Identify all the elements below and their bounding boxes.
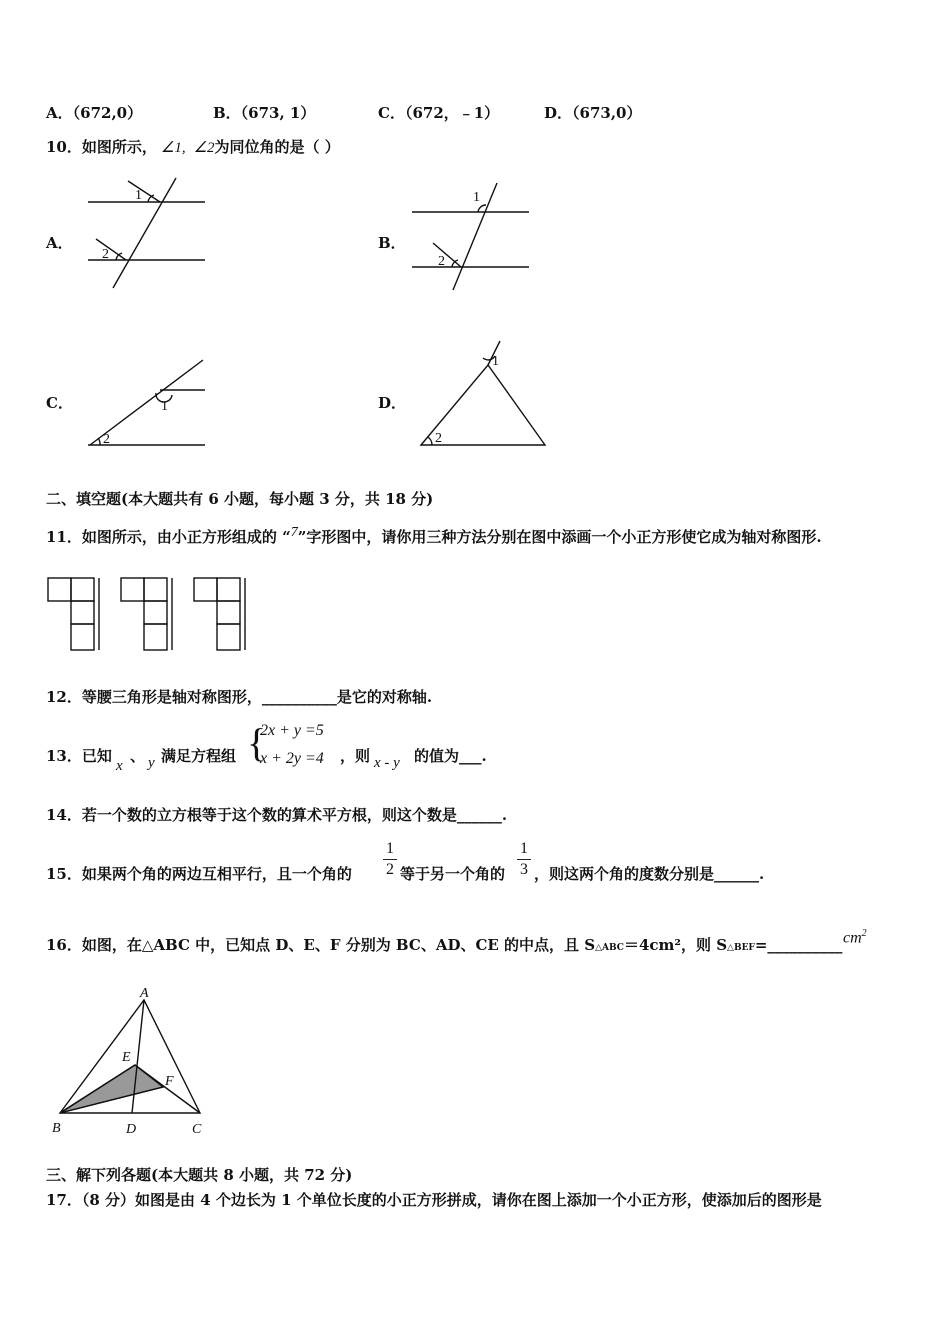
- q13-eq1: 2x + y =5: [260, 722, 324, 739]
- fig-b-label-2: 2: [438, 254, 445, 269]
- q15-prefix: 15．如果两个角的两边互相平行，且一个角的: [46, 865, 352, 883]
- section2-title: 二、填空题(本大题共有 6 小题，每小题 3 分，共 18 分): [46, 490, 434, 508]
- q15-half-den: 2: [386, 861, 394, 878]
- fig-label-e: E: [122, 1050, 131, 1065]
- q9-option-c: C．（672，﹣1）: [378, 104, 500, 122]
- q13-prefix: 13．已知: [46, 747, 112, 765]
- q15-mid: 等于另一个角的: [400, 865, 506, 883]
- q15-third-den: 3: [520, 861, 528, 878]
- fig-d-label-2: 2: [435, 431, 442, 446]
- q16-suffix: =__________: [754, 936, 843, 954]
- q9-option-a: A．（672,0）: [46, 104, 143, 122]
- q9-option-d: D．（673,0）: [544, 104, 642, 122]
- q15-half-num: 1: [386, 840, 394, 857]
- fig-d-label-1: 1: [492, 354, 499, 369]
- fig-a-label-1: 1: [135, 188, 142, 203]
- q13-brace: {: [247, 720, 267, 765]
- q10-stem-prefix: 10．如图所示，: [46, 138, 157, 156]
- fig-b-label-1: 1: [473, 190, 480, 205]
- fig-c-label-1: 1: [161, 399, 168, 414]
- q16-mid: ＝4cm²，则 S: [623, 936, 728, 954]
- q13-then: ，则: [340, 747, 371, 765]
- q13-x: x: [116, 758, 123, 774]
- q10-label-d: D．: [378, 394, 407, 412]
- q15-suffix: ，则这两个角的度数分别是______.: [534, 865, 765, 883]
- q16-sub-bef: △BEF: [727, 943, 755, 953]
- fig-label-c: C: [192, 1122, 202, 1137]
- fig-label-d: D: [126, 1122, 137, 1137]
- q10-label-b: B．: [378, 234, 406, 252]
- q10-stem-suffix: 为同位角的是（ ）: [214, 138, 340, 156]
- q11-prefix: 11．如图所示，由小正方形组成的 “: [46, 528, 291, 546]
- q11-seven: 7: [290, 525, 298, 540]
- q16-sub-abc: △ABC: [595, 943, 624, 953]
- fig-label-a: A: [140, 986, 149, 1001]
- q10-angle1: ∠1,: [160, 140, 186, 156]
- q16-text-main: 16．如图，在△ABC 中，已知点 D、E、F 分别为 BC、AD、CE 的中点，且 S: [46, 936, 596, 954]
- q13-sep: 、: [130, 747, 146, 765]
- fig-a-label-2: 2: [102, 247, 109, 262]
- q14-text: 14．若一个数的立方根等于这个数的算术平方根，则这个数是______.: [46, 806, 508, 824]
- q10-angle2: ∠2: [193, 140, 215, 156]
- q13-eq2: x + 2y =4: [260, 750, 324, 767]
- fig-c-label-2: 2: [103, 432, 110, 447]
- q11-suffix: ”字形图中，请你用三种方法分别在图中添画一个小正方形使它成为轴对称图形.: [297, 528, 822, 546]
- q9-option-b: B．（673, 1）: [213, 104, 316, 122]
- q10-label-c: C．: [46, 394, 73, 412]
- section3-title: 三、解下列各题(本大题共 8 小题，共 72 分): [46, 1166, 353, 1184]
- q13-suffix: 的值为___.: [414, 747, 487, 765]
- q10-label-a: A．: [46, 234, 73, 252]
- q16-unit: $cm^2$: [843, 928, 867, 947]
- q15-third-num: 1: [520, 840, 528, 857]
- fig-label-b: B: [52, 1121, 61, 1136]
- fig-label-f: F: [165, 1074, 174, 1089]
- q13-expr: x - y: [374, 755, 400, 771]
- q12-text: 12．等腰三角形是轴对称图形，__________是它的对称轴.: [46, 688, 433, 706]
- q13-y: y: [148, 755, 155, 771]
- q13-mid: 满足方程组: [161, 747, 237, 765]
- q17-text: 17．（8 分）如图是由 4 个边长为 1 个单位长度的小正方形拼成，请你在图上添加一个小正方形，使添加后的图形是: [46, 1191, 822, 1209]
